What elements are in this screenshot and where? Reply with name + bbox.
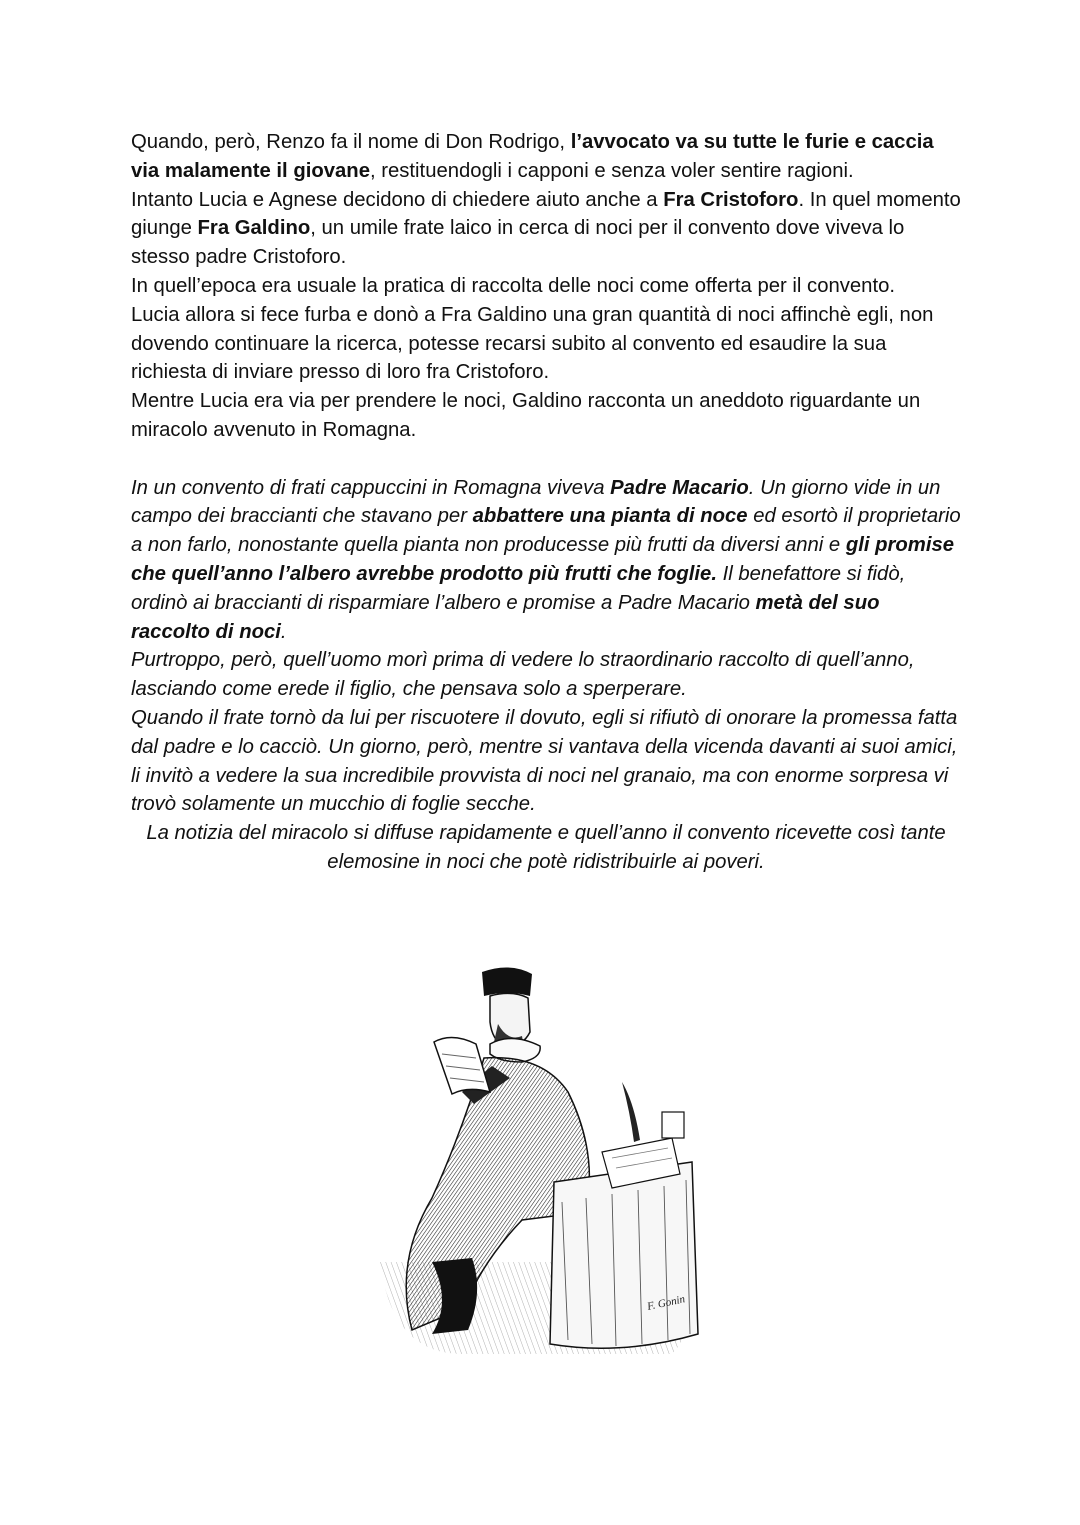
paragraph-spacer: [131, 445, 961, 474]
paragraph: [131, 272, 961, 301]
paragraph: [131, 387, 961, 445]
text-run: , restituendogli i capponi e senza voler sentire ragioni.: [369, 159, 854, 182]
engraving-signature: F. Gonin: [646, 1293, 687, 1313]
text-run: Purtroppo, però, quell’uomo morì prima di vedere lo straordinario raccolto di quell’anno, lasciando come erede il figlio, che pensava solo a sperperare.: [131, 649, 915, 701]
paragraph: [131, 186, 961, 272]
bold-text-run: Fra Galdino: [197, 217, 311, 240]
text-run: La notizia del miracolo si diffuse rapidamente e quell’anno il convento ricevette così tante elemosine in noci che potè ridistribuirle ai poveri.: [146, 822, 946, 873]
text-run: Quando, però, Renzo fa il nome di Don Rodrigo,: [131, 131, 571, 153]
bold-text-run: l’avvocato va su tutte le furie e caccia via malamente il giovane: [131, 131, 934, 182]
bold-text-run: Fra Cristoforo: [663, 188, 799, 211]
text-run: Intanto Lucia e Agnese decidono di chiedere aiuto anche a: [131, 188, 664, 211]
text-run: . In quel momento giunge: [131, 188, 961, 240]
bold-text-run: Padre Macario: [610, 476, 749, 499]
bold-text-run: gli promise che quell’anno l’albero avrebbe prodotto più frutti che foglie.: [131, 534, 955, 585]
bold-text-run: metà del suo raccolto di noci: [131, 591, 880, 643]
document-body: [131, 128, 961, 877]
paragraph: [131, 646, 961, 704]
paragraph: [131, 301, 961, 387]
text-run: In quell’epoca era usuale la pratica di raccolta delle noci come offerta per il convento.: [131, 274, 896, 297]
paragraph: [131, 474, 961, 647]
text-run: .: [280, 620, 287, 643]
text-run: . Un giorno vide in un campo dei braccianti che stavano per: [131, 476, 941, 528]
paragraph: [131, 819, 961, 877]
text-run: In un convento di frati cappuccini in Romagna viveva: [131, 476, 611, 499]
text-run: Mentre Lucia era via per prendere le noci, Galdino racconta un aneddoto riguardante un miracolo avvenuto in Romagna.: [131, 390, 921, 441]
text-run: Lucia allora si fece furba e donò a Fra Galdino una gran quantità di noci affinchè egli, non dovendo continuare la ricerca, potesse recarsi subito al convento ed esaudire la sua richiesta di inviare presso di loro fra Cristoforo.: [131, 303, 934, 384]
paragraph: [131, 704, 961, 819]
engraving-illustration: [372, 962, 712, 1360]
text-run: Quando il frate tornò da lui per riscuotere il dovuto, egli si rifiutò di onorare la promessa fatta dal padre e lo cacciò. Un giorno, però, mentre si vantava della vicenda davanti ai suoi amici, li invitò a vedere la sua incredibile provvista di noci nel granaio, ma con enorme sorpresa vi trovò solamente un mucchio di foglie secche.: [131, 706, 958, 816]
seated-cleric-engraving: [372, 962, 712, 1360]
text-run: Il benefattore si fidò, ordinò ai braccianti di risparmiare l’albero e promise a Padre Macario: [131, 562, 906, 614]
paragraph: [131, 128, 961, 186]
text-run: , un umile frate laico in cerca di noci per il convento dove viveva lo stesso padre Cristoforo.: [131, 217, 905, 269]
text-run: ed esortò il proprietario a non farlo, nonostante quella pianta non producesse più frutti da diversi anni e: [131, 505, 961, 557]
bold-text-run: abbattere una pianta di noce: [472, 505, 748, 528]
